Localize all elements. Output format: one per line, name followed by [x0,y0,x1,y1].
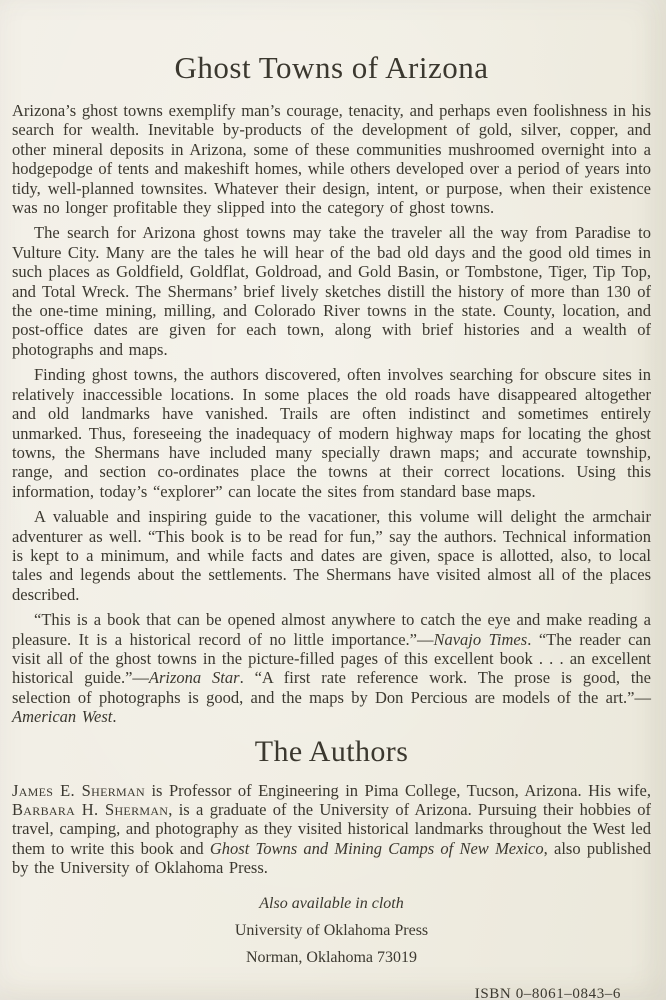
publisher-address: Norman, Oklahoma 73019 [245,948,418,966]
cloth-availability-note: Also available in cloth [259,894,404,912]
paragraph-authors-bio: James E. Sherman is Professor of Engineering in Pima College, Tucson, Arizona. His wife, Barbara H. Sherman, is a graduate of the University of Arizona. Pursuing their hobbies of travel, camping, and photography as they visited historical landmarks throughout the West led them to write this book and Ghost Towns and Mining Camps of New Mexico, also published by the University of Oklahoma Press. [12,780,651,878]
paragraph-finding: Finding ghost towns, the authors discovered, often involves searching for obscure sites in relatively inaccessible locations. In some places the old roads have disappeared altogether and old landmarks have vanished. Trails are often indistinct and sometimes entirely unmarked. Thus, foreseeing the inadequacy of modern highway maps for locating the ghost towns, the Shermans have included many specially drawn maps; and accurate township, range, and section co-ordinates place the towns at their correct locations. Using this information, today’s “explorer” can locate the sites from standard base maps. [12,365,651,501]
isbn: ISBN 0–8061–0843–6 [474,985,621,1000]
authors-heading: The Authors [254,734,409,768]
paragraph-intro: Arizona’s ghost towns exemplify man’s courage, tenacity, and perhaps even foolishness in his search for wealth. Inevitable by-products of the development of gold, silver, copper, and other mineral deposits in Arizona, some of these communities mushroomed overnight into a hodgepodge of tents and makeshift homes, while others developed over a period of years into tidy, well-planned townsites. Whatever their design, intent, or purpose, when their existence was no longer profitable they slipped into the category of ghost towns. [12,101,651,218]
publisher-name: University of Oklahoma Press [234,921,429,939]
book-title: Ghost Towns of Arizona [174,50,489,85]
paragraph-guide: A valuable and inspiring guide to the vacationer, this volume will delight the armchair adventurer as well. “This book is to be read for fun,” say the authors. Technical information is kept to a minimum, and while facts and dates are given, space is allotted, also, to local tales and legends about the settlements. The Shermans have visited almost all of the places described. [12,507,651,604]
paragraph-reviews: “This is a book that can be opened almost anywhere to catch the eye and make reading a pleasure. It is a historical record of no little importance.”—Navajo Times. “The reader can visit all of the ghost towns in the picture-filled pages of this excellent book . . . an excellent historical guide.”—Arizona Star. “A first rate reference work. The prose is good, the selection of photographs is good, and the maps by Don Percious are models of the art.”—American West. [12,610,651,727]
colophon [12,894,651,968]
paragraph-search: The search for Arizona ghost towns may take the traveler all the way from Paradise to Vulture City. Many are the tales he will hear of the bad old days and the good old times in such places as Goldfield, Goldflat, Goldroad, and Gold Basin, or Tombstone, Tiger, Tip Top, and Total Wreck. The Shermans’ brief lively sketches distill the history of more than 130 of the one-time mining, milling, and Colorado River towns in the state. County, location, and post-office dates are given for each town, along with brief histories and a wealth of photographs and maps. [12,223,651,359]
